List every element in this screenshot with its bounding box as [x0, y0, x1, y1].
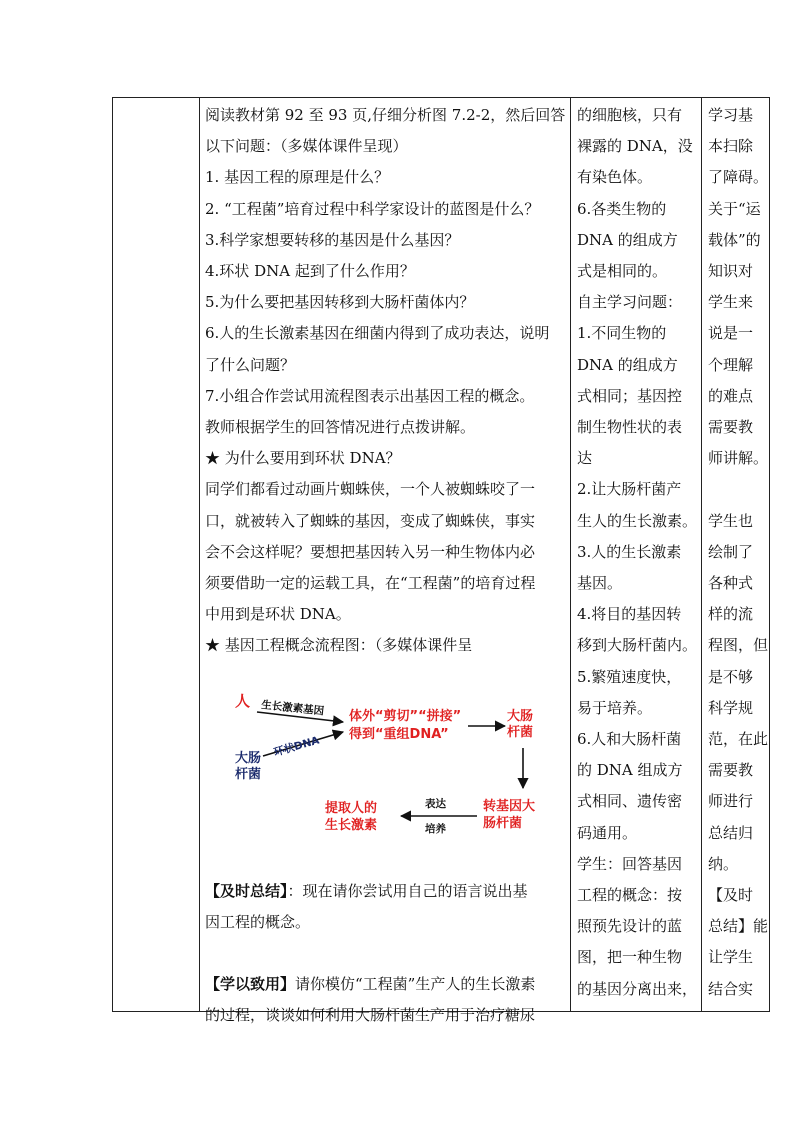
- text-line: 照预先设计的蓝: [577, 917, 683, 936]
- text-line: 师讲解。: [708, 449, 769, 468]
- text-line: 的基因分离出来，: [577, 979, 698, 998]
- text-line: 说是一: [708, 324, 754, 343]
- design-intent-column: [708, 100, 770, 1005]
- text-line: 范，在此: [708, 730, 769, 749]
- label-extract-1: 提取人的: [325, 800, 378, 816]
- text-line: 须要借助一定的运载工具，在“工程菌”的培育过程: [205, 574, 536, 593]
- text-line: 工程的概念：按: [577, 886, 683, 905]
- label-gh-gene: 生长激素基因: [260, 698, 325, 718]
- text-line: 了障碍。: [708, 168, 769, 187]
- text-line: 各种式: [708, 574, 754, 593]
- label-extract-2: 生长激素: [325, 817, 378, 833]
- text-line: 样的流: [708, 605, 754, 624]
- text-line: 6.人和大肠杆菌: [577, 730, 682, 749]
- text-line: 5.繁殖速度快，: [577, 667, 682, 686]
- text-line: 程图，但: [708, 636, 769, 655]
- text-line: 让学生: [708, 948, 754, 967]
- text-line: 结合实: [708, 979, 754, 998]
- text-line: DNA 的组成方: [577, 355, 678, 374]
- text-line: 基因。: [577, 574, 623, 593]
- text-line: 1.不同生物的: [577, 324, 667, 343]
- lesson-table: [112, 97, 770, 1025]
- apply-tag: 【学以致用】: [205, 975, 296, 994]
- text-line: 阅读教材第 92 至 93 页,仔细分析图 7.2-2，然后回答: [205, 106, 566, 124]
- text-line: 易于培养。: [577, 698, 653, 717]
- text-line: 式是相同的。: [577, 262, 668, 281]
- apply-line-2: 的过程，谈谈如何利用大肠杆菌生产用于治疗糖尿: [205, 1006, 536, 1025]
- text-line: 师进行: [708, 792, 754, 811]
- text-line: 4.环状 DNA 起到了什么作用？: [205, 262, 415, 281]
- label-ring-dna: 环状DNA: [272, 734, 321, 759]
- column-divider: [199, 98, 200, 1011]
- text-line: 载体”的: [708, 230, 761, 249]
- gene-engineering-flowchart: [205, 664, 571, 876]
- text-line: 3.科学家想要转移的基因是什么基因？: [205, 230, 460, 249]
- summary-line-2: 因工程的概念。: [205, 912, 311, 931]
- text-line: 有染色体。: [577, 168, 653, 187]
- text-line: 知识对: [708, 262, 754, 281]
- text-line: 本扫除: [708, 137, 754, 156]
- text-line: 总结归: [708, 823, 754, 842]
- text-line: 绘制了: [708, 542, 754, 561]
- student-activity-column: [577, 100, 701, 1005]
- text-line: 7.小组合作尝试用流程图表示出基因工程的概念。: [205, 386, 535, 405]
- text-line: 自主学习问题：: [577, 293, 683, 312]
- teaching-activity-column: [205, 100, 571, 1031]
- apply-text: 请你模仿“工程菌”生产人的生长激素: [295, 975, 536, 994]
- text-line: 的难点: [708, 386, 754, 405]
- text-line: 移到大肠杆菌内。: [577, 636, 698, 655]
- text-line: 学生来: [708, 293, 754, 312]
- text-line: 中用到是环状 DNA。: [205, 605, 351, 624]
- label-person: 人: [235, 691, 251, 710]
- text-line: 学生：回答基因: [577, 854, 683, 873]
- text-line: 了什么问题？: [205, 355, 296, 374]
- text-line: 码通用。: [577, 823, 638, 842]
- text-line: 生人的生长激素。: [577, 511, 698, 530]
- label-ecoli-source-2: 杆菌: [235, 766, 262, 782]
- text-line: 关于“运: [708, 199, 761, 218]
- text-line: 4.将目的基因转: [577, 605, 682, 624]
- text-line: 口，就被转入了蜘蛛的基因，变成了蜘蛛侠，事实: [205, 511, 536, 530]
- text-line: 式相同；基因控: [577, 386, 683, 405]
- text-line: 的 DNA 组成方: [577, 761, 683, 780]
- label-ecoli-source-1: 大肠: [235, 750, 262, 766]
- text-line: 的细胞核，只有: [577, 106, 683, 124]
- summary-line: [205, 876, 571, 907]
- text-line: 需要教: [708, 761, 754, 780]
- text-line: 5.为什么要把基因转移到大肠杆菌体内？: [205, 293, 475, 312]
- label-recombine-2: 得到“重组DNA”: [349, 726, 449, 742]
- label-transgenic-2: 肠杆菌: [483, 815, 523, 831]
- text-line: 6.各类生物的: [577, 199, 667, 218]
- text-line: 6.人的生长激素基因在细菌内得到了成功表达，说明: [205, 324, 550, 343]
- text-line: 会不会这样呢？要想把基因转入另一种生物体内必: [205, 542, 536, 561]
- text-line: DNA 的组成方: [577, 230, 678, 249]
- text-line: 3.人的生长激素: [577, 542, 682, 561]
- text-line: 教师根据学生的回答情况进行点拨讲解。: [205, 418, 476, 437]
- text-line: 图，把一种生物: [577, 948, 683, 967]
- label-recombine-1: 体外“剪切”“拼接”: [349, 708, 462, 724]
- text-line: 裸露的 DNA，没: [577, 137, 693, 156]
- text-line: [708, 474, 770, 505]
- text-line: 总结】能: [708, 917, 769, 936]
- text-line: 纳。: [708, 854, 739, 873]
- label-transgenic-1: 转基因大: [483, 798, 536, 814]
- text-line: 是不够: [708, 667, 754, 686]
- text-line: 式相同、遗传密: [577, 792, 683, 811]
- text-line: 【及时: [708, 886, 754, 905]
- label-ecoli-target-1: 大肠: [507, 708, 534, 724]
- text-line: 学生也: [708, 511, 754, 530]
- flowchart-svg: [205, 664, 571, 876]
- label-express: 表达: [425, 797, 446, 810]
- label-culture: 培养: [425, 822, 446, 835]
- summary-text: ：现在请你尝试用自己的语言说出基: [287, 881, 528, 900]
- text-line: 以下问题：（多媒体课件呈现）: [205, 137, 408, 156]
- text-line: 1. 基因工程的原理是什么？: [205, 168, 390, 187]
- text-line: 个理解: [708, 355, 754, 374]
- label-ecoli-target-2: 杆菌: [507, 724, 534, 740]
- text-line: 同学们都看过动画片蜘蛛侠，一个人被蜘蛛咬了一: [205, 480, 536, 499]
- column-divider: [701, 98, 702, 1011]
- summary-tag: 【及时总结】: [205, 881, 288, 900]
- text-line: ★ 为什么要用到环状 DNA？: [205, 449, 401, 468]
- text-line: 达: [577, 449, 593, 468]
- text-line: 科学规: [708, 698, 754, 717]
- text-line: 2. “工程菌”培育过程中科学家设计的蓝图是什么？: [205, 199, 540, 218]
- text-line: ★ 基因工程概念流程图：（多媒体课件呈: [205, 636, 473, 655]
- text-line: 需要教: [708, 418, 754, 437]
- text-line: 制生物性状的表: [577, 418, 683, 437]
- apply-line: [205, 969, 571, 1000]
- text-line: 学习基: [708, 106, 754, 124]
- text-line: 2.让大肠杆菌产: [577, 480, 682, 499]
